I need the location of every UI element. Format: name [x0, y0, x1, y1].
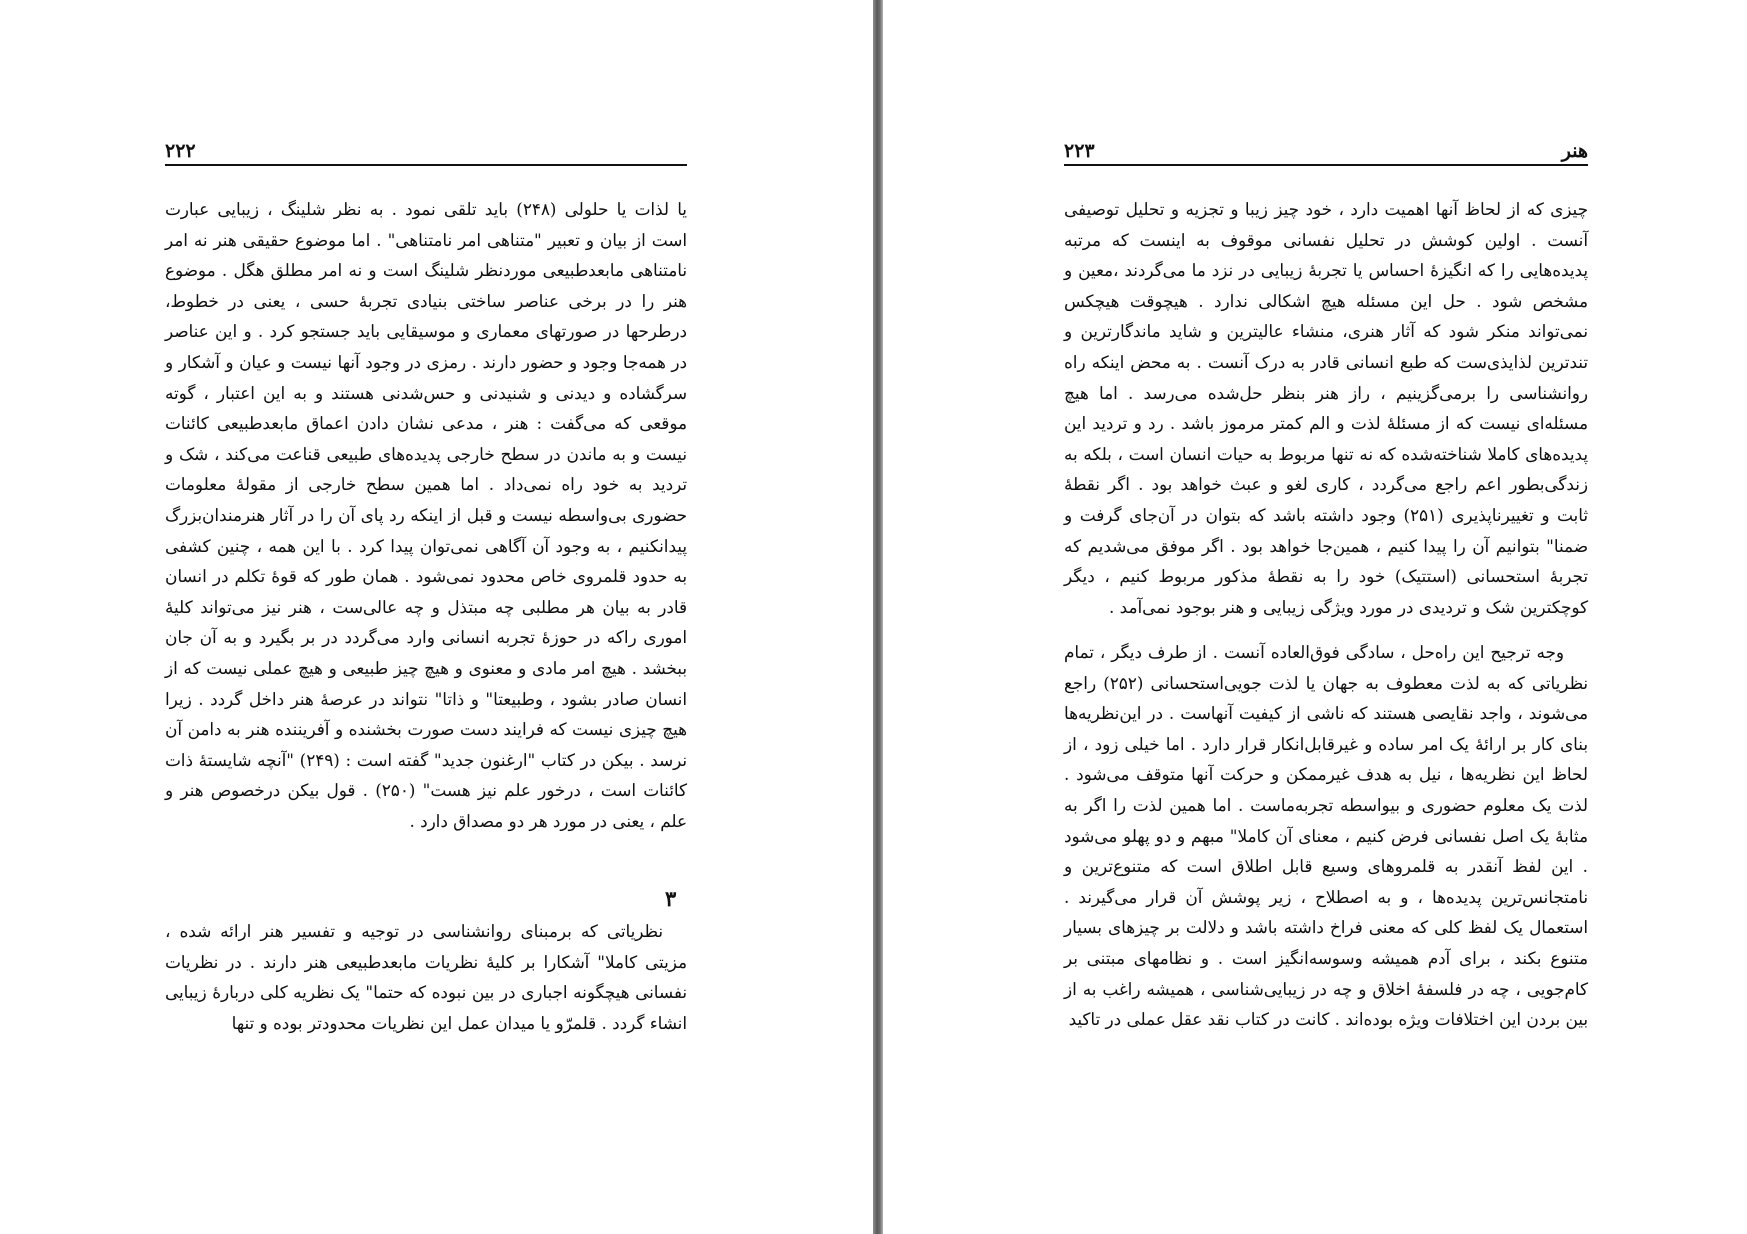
paragraph: وجه ترجیح این راه‌حل ، سادگی فوق‌العاده آنست . از طرف دیگر ، تمام نظریاتی که به لذت معطوف به جهان یا لذت جویی‌استحسانی (۲۵۲) راجع می‌شوند ، واجد نقایصی هستند که ناشی از کیفیت آنهاست . در این‌نظریه‌ها بنای کار بر ارائهٔ یک امر ساده و غیرقابل‌انکار قرار دارد . اما خیلی زود ، از لحاظ این نظریه‌ها ، نیل به هدف غیرممکن و حرکت آنها متوقف می‌شود . لذت یک معلوم حضوری و بیواسطه تجربه‌ماست . اما همین لذت را اگر به مثابهٔ یک اصل نفسانی فرض کنیم ، معنای آن کاملا" مبهم و دو پهلو می‌شود . این لفظ آنقدر به قلمروهای وسیع قابل اطلاق است که متنوع‌ترین و نامتجانس‌ترین پدیده‌ها ، و به اصطلاح ، زیر پوشش آن قرار می‌گیرند . استعمال یک لفظ کلی که معنی فراخ داشته باشد و دلالت بر چیزهای بسیار متنوع بکند ، برای آدم همیشه وسوسه‌انگیز است . و نظامهای مبتنی بر کام‌جویی ، چه در فلسفهٔ اخلاق و چه در زیبایی‌شناسی ، همیشه راغب به از بین بردن این اختلافات ویژه بوده‌اند . کانت در کتاب نقد عقل عملی در تاکید [1064, 642, 1589, 1030]
page-number: ۲۲۳ [1064, 140, 1095, 162]
paragraph: چیزی که از لحاظ آنها اهمیت دارد ، خود چیز زیبا و تجزیه و تحلیل توصیفی آنست . اولین کوشش در تحلیل نفسانی موقوف به اینست که مرتبه پدیده‌هایی را که انگیزهٔ احساس یا تجربهٔ زیبایی در نزد ما می‌گردند ،معین و مشخص شود . حل این مسئله هیچ اشکالی ندارد . هیچوقت هیچکس نمی‌تواند منکر شود که آثار هنری، منشاء عالیترین و شاید ماندگارترین و تندترین لذایذی‌ست که طبع انسانی قادر به درک آنست . به محض اینکه راه روانشناسی را برمی‌گزینیم ، راز هنر بنظر حل‌شده می‌رسد . اما هیچ مسئله‌ای نیست که از مسئلهٔ لذت و الم کمتر مرموز باشد . رد و تردید این پدیده‌های کاملا شناخته‌شده که نه تنها مربوط به حیات انسان است ، بلکه به زندگی‌بطور اعم راجع می‌گردد ، کاری لغو و عبث خواهد بود . اگر نقطهٔ ثابت و تغییرناپذیری (۲۵۱) وجود داشته باشد که بتوان در آن‌جای گرفت و ضمنا" بتوانیم آن را پیدا کنیم ، همین‌جا خواهد بود . اگر موفق می‌شدیم که تجربهٔ استحسانی (استتیک) خود را به نقطهٔ مذکور مربوط کنیم ، دیگر کوچکترین شک و تردیدی در مورد ویژگی زیبایی و هنر بوجود نمی‌آمد . [1064, 199, 1588, 617]
section-number: ۳ [665, 886, 677, 911]
page-header [165, 132, 687, 166]
page-number: ۲۲۲ [165, 140, 196, 162]
paragraph: یا لذات یا حلولی (۲۴۸) باید تلقی نمود . به نظر شلینگ ، زیبایی عبارت است از بیان و تعبیر "متناهی امر نامتناهی" . اما موضوع حقیقی هنر نه امر نامتناهی مابعدطبیعی موردنظر شلینگ است و نه امر مطلق هگل . موضوع هنر را در برخی عناصر ساختی بنیادی تجربهٔ حسی ، یعنی در خطوط، درطرحها در صورتهای معماری و موسیقایی باید جستجو کرد . و این عناصر در همه‌جا وجود و حضور دارند . رمزی در وجود آنها نیست و عیان و آشکار و سرگشاده و دیدنی و شنیدنی و حس‌شدنی هستند و به این اعتبار ، گوته موقعی که می‌گفت : هنر ، مدعی نشان دادن اعماق مابعدطبیعی کائنات نیست و به ماندن در سطح خارجی پدیده‌های طبیعی قناعت می‌کند ، شک و تردید به خود راه نمی‌داد . اما همین سطح خارجی از مقولهٔ معلومات حضوری بی‌واسطه نیست و قبل از اینکه رد پای آن را در آثار هنرمندان‌بزرگ پیدانکنیم ، به وجود آن آگاهی نمی‌توان پیدا کرد . با این همه ، چنین کشفی به حدود قلمروی خاص محدود نمی‌شود . همان طور که قوهٔ تکلم در انسان قادر به بیان هر مطلبی چه مبتذل و چه عالی‌ست ، هنر نیز می‌تواند کلیهٔ اموری راکه در حوزهٔ تجربه انسانی وارد می‌گردد در بر بگیرد و به آن جان ببخشد . هیچ امر مادی و معنوی و هیچ چیز طبیعی و هیچ عملی نیست که از انسان صادر بشود ، وطبیعتا" و ذاتا" نتواند در عرصهٔ هنر داخل گردد . زیرا هیچ چیزی نیست که فرایند دست صورت بخشنده و آفریننده هنر به دامن آن نرسد . بیکن در کتاب "ارغنون جدید" گفته است : (۲۴۹) "آنچه شایستهٔ ذات کائنات است ، درخور علم نیز هست" (۲۵۰) . قول بیکن درخصوص هنر و علم ، یعنی در مورد هر دو مصداق دارد . [165, 199, 687, 831]
page-header [1064, 132, 1588, 166]
paragraph: نظریاتی که برمبنای روانشناسی در توجیه و تفسیر هنر ارائه شده ، مزیتی کاملا" آشکارا بر کلیهٔ نظریات مابعدطبیعی هنر دارند . در نظریات نفسانی هیچگونه اجباری در بین نبوده که حتما" یک نظریه کلی دربارهٔ زیبایی انشاء گردد . قلمرّو یا میدان عمل این نظریات محدودتر بوده و تنها [165, 921, 687, 1033]
book-gutter [873, 0, 883, 1234]
right-page [883, 0, 1747, 1234]
running-head: هنر [1561, 140, 1588, 162]
